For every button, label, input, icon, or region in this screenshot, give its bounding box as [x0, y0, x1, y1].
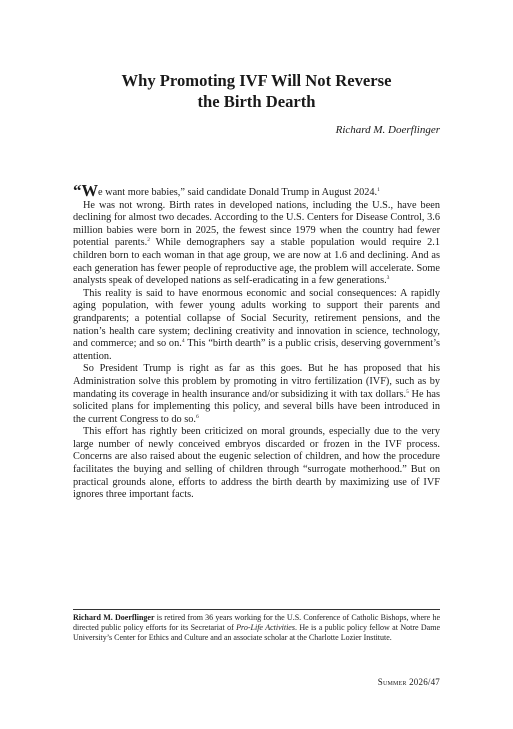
article-title	[60, 70, 453, 112]
bio-text-b: . He is a public policy fellow at Notre Dame University’s Center for Ethics and Culture and an associate scholar at the Charlotte Lozier Institute.	[73, 623, 441, 643]
drop-cap-letter: W	[81, 181, 98, 200]
paragraph-1	[73, 181, 440, 200]
article-title-line-2: the Birth Dearth	[197, 92, 316, 111]
author-bio-note	[73, 613, 440, 644]
paragraph-4-text-a: So President Trump is right as far as this goes. But he has proposed that his Administration solve this problem by promoting in vitro fertilization (IVF), such as by mandating its coverage in health insurance and/or subsidizing it with tax dollars.	[73, 363, 440, 400]
paragraph-4	[73, 363, 440, 426]
page-folio	[378, 676, 440, 688]
footnote-ref-1: 1	[377, 187, 380, 193]
paragraph-3	[73, 288, 440, 364]
article-title-line-1: Why Promoting IVF Will Not Reverse	[121, 71, 392, 90]
bio-org-name: Pro-Life Activities	[236, 623, 295, 633]
paragraph-2	[73, 200, 440, 288]
paragraph-1-text: e want more babies,” said candidate Donald Trump in August 2024.	[98, 187, 378, 198]
paragraph-3-text-b: This “birth dearth” is a public crisis, deserving government’s attention.	[73, 338, 441, 362]
folio-season: Summer	[377, 677, 407, 687]
footnote-ref-6: 6	[195, 413, 199, 420]
article-body	[73, 181, 441, 502]
paragraph-4-text-b: He has solicited plans for implementing this policy, and several bills have been introduced in the current Congress to do so.	[73, 388, 440, 425]
footnote-ref-3: 3	[386, 275, 390, 282]
footnote-divider	[73, 609, 440, 610]
footnote-ref-5: 5	[406, 388, 409, 395]
paragraph-2-text-a: He was not wrong. Birth rates in developed nations, including the U.S., have been declining for almost two decades. According to the U.S. Centers for Disease Control, 3.6 million babies were born in 2025, the fewest since 1979 when the country had fewer potential parents.	[73, 199, 440, 249]
paragraph-5	[73, 426, 440, 502]
footnote-ref-4: 4	[181, 338, 185, 345]
paragraph-2-text-b: While demographers say a stable population would require 2.1 children born to each woman in that age group, we are now at 1.6 and declining. And as each generation has fewer people of reproductive age, the problem will accelerate. Some analysts speak of developed nations as self-eradicating in a few generations.	[73, 237, 440, 287]
footnote-ref-2: 2	[147, 237, 150, 244]
article-author: Richard M. Doerflinger	[335, 124, 440, 136]
bio-text-a: is retired from 36 years working for the U.S. Conference of Catholic Bishops, where he directed public policy efforts for its Secretariat of	[73, 613, 440, 633]
opening-quote-mark: “	[73, 181, 82, 200]
folio-year-page: 2026/47	[406, 677, 440, 687]
paragraph-3-text-a: This reality is said to have enormous economic and social consequences: A rapidly aging population, with fewer young adults working to support their parents and grandparents; a potential collapse of Social Security, retirement pensions, and the nation’s health care system; declining creativity and innovation in science, technology, and commerce; and so on.	[73, 287, 440, 350]
paragraph-5-text: This effort has rightly been criticized on moral grounds, especially due to the very large number of newly conceived embryos discarded or frozen in the IVF process. Concerns are also raised about the eugenic selection of children, and how the procedure facilitates the buying and selling of children through “surrogate motherhood.” But on practical grounds alone, efforts to address the birth dearth by maximizing use of IVF ignores three important facts.	[73, 426, 440, 501]
bio-author-name: Richard M. Doerflinger	[73, 613, 155, 622]
